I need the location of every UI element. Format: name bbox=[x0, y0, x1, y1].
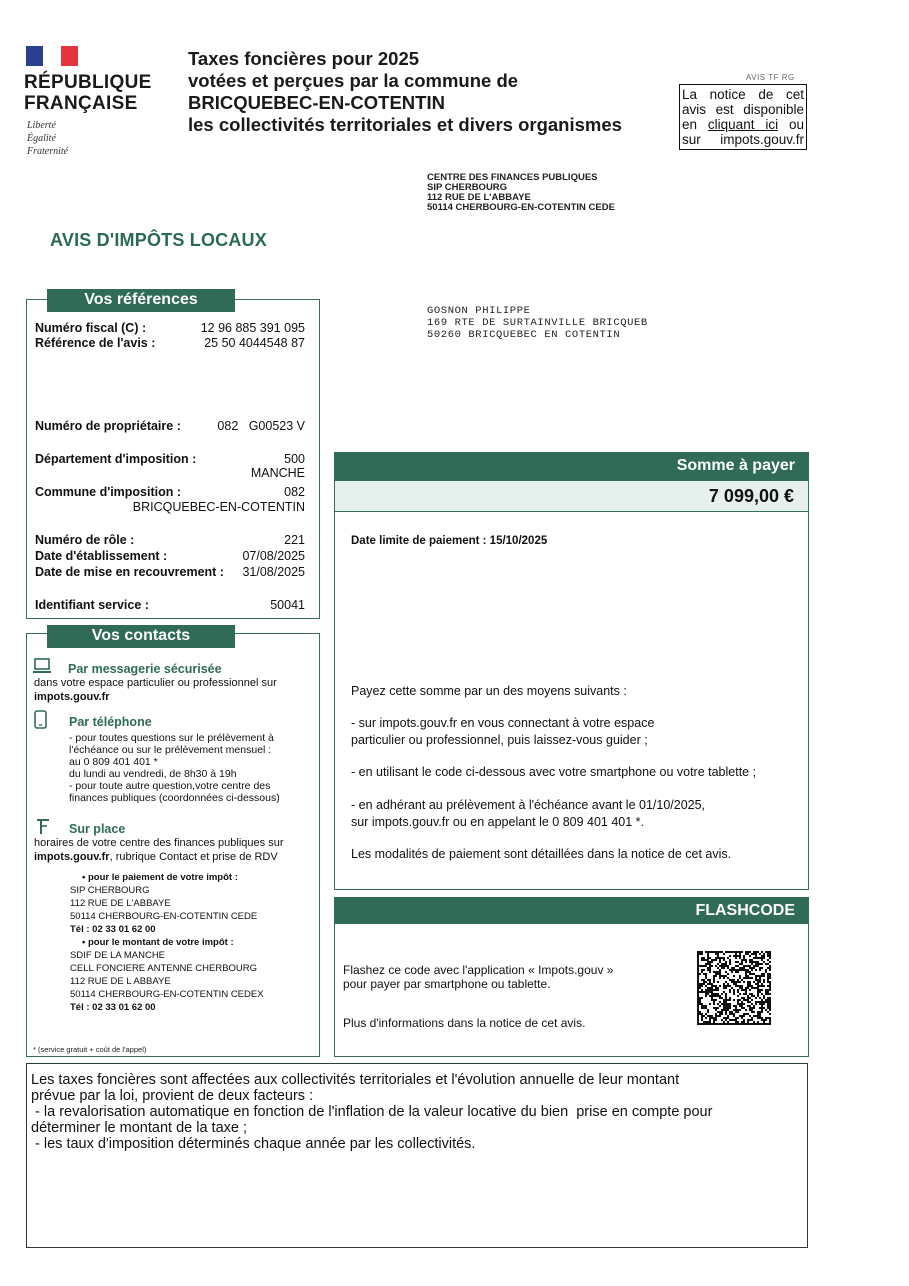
flashcode-banner: FLASHCODE bbox=[334, 897, 809, 924]
recouvrement-label: Date de mise en recouvrement : bbox=[35, 565, 224, 579]
centre-finances-address: CENTRE DES FINANCES PUBLIQUES SIP CHERBOURG 112 RUE DE L'ABBAYE 50114 CHERBOURG-EN-COTENTIN CEDE bbox=[427, 172, 615, 213]
departement-nom: MANCHE bbox=[250, 466, 305, 480]
flashcode-text: Flashez ce code avec l'application « Impots.gouv » pour payer par smartphone ou tablette. bbox=[343, 963, 614, 991]
republique-francaise: RÉPUBLIQUE FRANÇAISE bbox=[24, 72, 152, 114]
commune-nom: BRICQUEBEC-EN-COTENTIN bbox=[132, 500, 305, 514]
method-1: - sur impots.gouv.fr en vous connectant à votre espace particulier ou professionnel, puis laissez-vous guider ; bbox=[351, 716, 655, 747]
marianne-flag-logo bbox=[26, 46, 78, 66]
somme-banner: Somme à payer bbox=[334, 452, 809, 480]
etablissement: 07/08/2025 bbox=[242, 549, 305, 563]
messagerie-text: dans votre espace particulier ou professionnel sur bbox=[34, 677, 277, 689]
messagerie-link[interactable]: impots.gouv.fr bbox=[34, 691, 110, 703]
numero-fiscal: 12 96 885 391 095 bbox=[200, 321, 305, 335]
contacts-tab: Vos contacts bbox=[47, 625, 235, 648]
role: 221 bbox=[284, 533, 305, 547]
motto: Liberté Égalité Fraternité bbox=[27, 120, 69, 157]
amount-due: 7 099,00 € bbox=[334, 480, 809, 512]
commune-code: 082 bbox=[284, 485, 305, 499]
notice-link[interactable]: cliquant ici bbox=[707, 117, 779, 132]
proprietaire: 082 G00523 V bbox=[217, 419, 305, 433]
method-3: - en adhérant au prélèvement à l'échéance avant le 01/10/2025, sur impots.gouv.fr ou en appelant le 0 809 401 401 *. bbox=[351, 798, 706, 829]
messagerie-title: Par messagerie sécurisée bbox=[68, 662, 222, 676]
service-label: Identifiant service : bbox=[35, 598, 149, 612]
telephone-title: Par téléphone bbox=[69, 715, 152, 729]
notice-box: La notice de cet avis est disponible en cliquant ici ou sur impots.gouv.fr bbox=[679, 84, 807, 150]
place-line1: horaires de votre centre des finances publiques sur bbox=[34, 837, 284, 849]
page-title: AVIS D'IMPÔTS LOCAUX bbox=[50, 230, 267, 250]
qr-code[interactable] bbox=[697, 951, 771, 1025]
modalites: Les modalités de paiement sont détaillées dans la notice de cet avis. bbox=[351, 847, 732, 861]
method-2: - en utilisant le code ci-dessous avec votre smartphone ou votre tablette ; bbox=[351, 765, 757, 779]
footnote: * (service gratuit + coût de l'appel) bbox=[33, 1045, 147, 1054]
place-link[interactable]: impots.gouv.fr bbox=[34, 851, 110, 863]
document-heading: Taxes foncières pour 2025 votées et perçues par la commune de BRICQUEBEC-EN-COTENTIN les collectivités territoriales et divers organismes bbox=[188, 48, 622, 135]
flashcode-more: Plus d'informations dans la notice de cet avis. bbox=[343, 1016, 586, 1030]
place-title: Sur place bbox=[69, 822, 126, 836]
addressee: GOSNON PHILIPPE 169 RTE DE SURTAINVILLE BRICQUEB 50260 BRICQUEBEC EN COTENTIN bbox=[427, 305, 648, 341]
payment-intro: Payez cette somme par un des moyens suivants : bbox=[351, 684, 627, 698]
etablissement-label: Date d'établissement : bbox=[35, 549, 168, 563]
phone-icon bbox=[34, 710, 48, 730]
numero-fiscal-label: Numéro fiscal (C) : bbox=[35, 321, 147, 335]
avis-code: AVIS TF RG bbox=[746, 73, 795, 82]
departement-code: 500 bbox=[284, 452, 305, 466]
reference-avis: 25 50 4044548 87 bbox=[204, 336, 305, 350]
deadline: Date limite de paiement : 15/10/2025 bbox=[351, 535, 548, 547]
paiement-contact: • pour le paiement de votre impôt : SIP CHERBOURG 112 RUE DE L'ABBAYE 50114 CHERBOURG-EN-COTENTIN CEDE Tél : 02 33 01 62 00 • pour le montant de votre impôt : SDIF DE LA MANCHE CELL FONCIERE ANTENNE CHERBOURG 112 RUE DE L ABBAYE 50114 CHERBOURG-EN-COTENTIN CEDEX Tél : 02 33 01 62 00 bbox=[70, 872, 264, 1013]
computer-icon bbox=[33, 658, 53, 674]
telephone-details: - pour toutes questions sur le prélèvement à l'échéance ou sur le prélèvement mensuel : au 0 809 401 401 * du lundi au vendredi, de 8h30 à 19h - pour toute autre question,votre centre des finances publiques (coordonnées ci-dessous) bbox=[69, 732, 280, 804]
place-line2: impots.gouv.fr, rubrique Contact et prise de RDV bbox=[34, 851, 278, 863]
service: 50041 bbox=[270, 598, 305, 612]
departement-label: Département d'imposition : bbox=[35, 452, 197, 466]
role-label: Numéro de rôle : bbox=[35, 533, 135, 547]
info-text: Les taxes foncières sont affectées aux collectivités territoriales et l'évolution annuelle de leur montant prévue par la loi, provient de deux facteurs : - la revalorisation automatique en fonction de l'inflation de la valeur locative du bien prise en compte pour déterminer le montant de la taxe ; - les taux d'imposition déterminés chaque année par les collectivités. bbox=[31, 1072, 713, 1152]
reference-avis-label: Référence de l'avis : bbox=[35, 336, 156, 350]
pin-icon bbox=[33, 818, 53, 836]
recouvrement: 31/08/2025 bbox=[242, 565, 305, 579]
references-tab: Vos références bbox=[47, 289, 235, 312]
proprietaire-label: Numéro de propriétaire : bbox=[35, 419, 181, 433]
commune-label: Commune d'imposition : bbox=[35, 485, 182, 499]
